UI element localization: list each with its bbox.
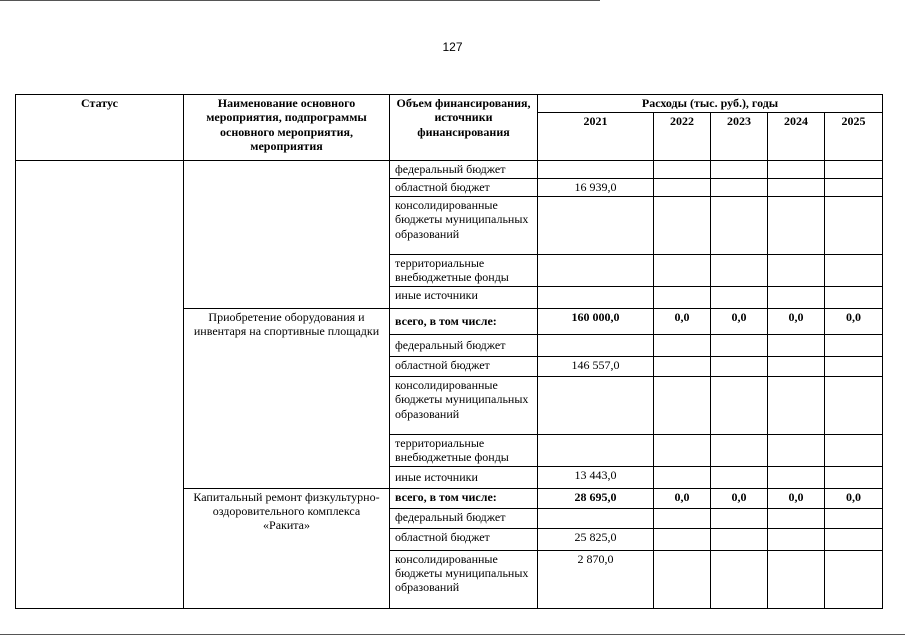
value-cell — [825, 197, 883, 255]
value-cell: 13 443,0 — [538, 466, 654, 488]
value-cell — [768, 528, 825, 550]
source-cell: областной бюджет — [390, 528, 538, 550]
value-cell: 146 557,0 — [538, 356, 654, 376]
value-cell — [825, 356, 883, 376]
activity-cell — [184, 161, 390, 309]
value-cell — [711, 161, 768, 179]
value-cell — [768, 179, 825, 197]
value-cell — [768, 550, 825, 608]
value-cell — [654, 161, 711, 179]
source-cell: территориальные внебюджетные фонды — [390, 434, 538, 466]
value-cell — [768, 197, 825, 255]
value-cell — [825, 434, 883, 466]
value-cell-total: 28 695,0 — [538, 488, 654, 508]
value-cell-total: 0,0 — [768, 308, 825, 334]
value-cell — [825, 508, 883, 528]
value-cell — [768, 334, 825, 356]
activity-cell: Приобретение оборудования и инвентаря на спортивные площадки — [184, 308, 390, 488]
header-year: 2025 — [825, 113, 883, 161]
value-cell — [654, 466, 711, 488]
header-year: 2024 — [768, 113, 825, 161]
value-cell — [768, 466, 825, 488]
value-cell — [825, 255, 883, 287]
value-cell — [654, 179, 711, 197]
value-cell — [711, 255, 768, 287]
source-cell: иные источники — [390, 286, 538, 308]
source-cell: областной бюджет — [390, 179, 538, 197]
value-cell — [825, 161, 883, 179]
value-cell: 25 825,0 — [538, 528, 654, 550]
value-cell — [711, 528, 768, 550]
value-cell — [654, 197, 711, 255]
value-cell — [654, 255, 711, 287]
value-cell-total: 0,0 — [825, 308, 883, 334]
value-cell — [711, 550, 768, 608]
value-cell: 2 870,0 — [538, 550, 654, 608]
source-cell: иные источники — [390, 466, 538, 488]
source-cell: федеральный бюджет — [390, 334, 538, 356]
value-cell — [538, 255, 654, 287]
source-cell: консолидированные бюджеты муниципальных образований — [390, 376, 538, 434]
value-cell — [711, 197, 768, 255]
activity-cell: Капитальный ремонт физкультурно-оздоровительного комплекса «Ракита» — [184, 488, 390, 608]
value-cell — [711, 466, 768, 488]
value-cell — [768, 356, 825, 376]
value-cell — [654, 550, 711, 608]
scan-artifact-top — [0, 0, 600, 1]
source-cell: федеральный бюджет — [390, 161, 538, 179]
value-cell-total: 0,0 — [654, 308, 711, 334]
header-row-1 — [16, 95, 883, 113]
value-cell — [538, 434, 654, 466]
value-cell — [768, 508, 825, 528]
value-cell — [538, 286, 654, 308]
source-cell-total: всего, в том числе: — [390, 308, 538, 334]
header-volume: Объем финансирования, источники финансирования — [390, 95, 538, 161]
value-cell — [654, 286, 711, 308]
value-cell — [825, 466, 883, 488]
header-expenses: Расходы (тыс. руб.), годы — [538, 95, 883, 113]
value-cell — [768, 161, 825, 179]
value-cell — [711, 434, 768, 466]
value-cell — [768, 286, 825, 308]
value-cell — [538, 161, 654, 179]
source-cell-total: всего, в том числе: — [390, 488, 538, 508]
value-cell-total: 0,0 — [825, 488, 883, 508]
status-cell — [16, 161, 184, 609]
table-row — [16, 161, 883, 179]
value-cell-total: 0,0 — [768, 488, 825, 508]
value-cell — [768, 434, 825, 466]
value-cell — [654, 376, 711, 434]
value-cell — [711, 376, 768, 434]
value-cell — [538, 376, 654, 434]
value-cell — [654, 334, 711, 356]
source-cell: федеральный бюджет — [390, 508, 538, 528]
value-cell — [768, 376, 825, 434]
value-cell — [825, 286, 883, 308]
value-cell — [538, 508, 654, 528]
value-cell-total: 0,0 — [711, 488, 768, 508]
value-cell — [711, 508, 768, 528]
value-cell — [538, 197, 654, 255]
value-cell-total: 0,0 — [654, 488, 711, 508]
value-cell — [711, 334, 768, 356]
value-cell — [825, 550, 883, 608]
source-cell: консолидированные бюджеты муниципальных образований — [390, 550, 538, 608]
header-year: 2021 — [538, 113, 654, 161]
value-cell — [538, 334, 654, 356]
value-cell — [825, 179, 883, 197]
value-cell — [654, 528, 711, 550]
source-cell: территориальные внебюджетные фонды — [390, 255, 538, 287]
page-number: 127 — [442, 40, 463, 54]
value-cell — [825, 334, 883, 356]
header-status: Статус — [16, 95, 184, 161]
value-cell-total: 160 000,0 — [538, 308, 654, 334]
value-cell — [654, 356, 711, 376]
value-cell — [825, 376, 883, 434]
header-activity: Наименование основного мероприятия, подпрограммы основного мероприятия, мероприятия — [184, 95, 390, 161]
value-cell — [711, 179, 768, 197]
value-cell: 16 939,0 — [538, 179, 654, 197]
header-year: 2022 — [654, 113, 711, 161]
value-cell — [654, 508, 711, 528]
budget-table — [15, 94, 883, 609]
value-cell — [825, 528, 883, 550]
value-cell — [654, 434, 711, 466]
header-year: 2023 — [711, 113, 768, 161]
value-cell — [711, 286, 768, 308]
value-cell — [711, 356, 768, 376]
source-cell: консолидированные бюджеты муниципальных образований — [390, 197, 538, 255]
source-cell: областной бюджет — [390, 356, 538, 376]
value-cell-total: 0,0 — [711, 308, 768, 334]
scan-artifact-bottom — [0, 634, 905, 635]
value-cell — [768, 255, 825, 287]
